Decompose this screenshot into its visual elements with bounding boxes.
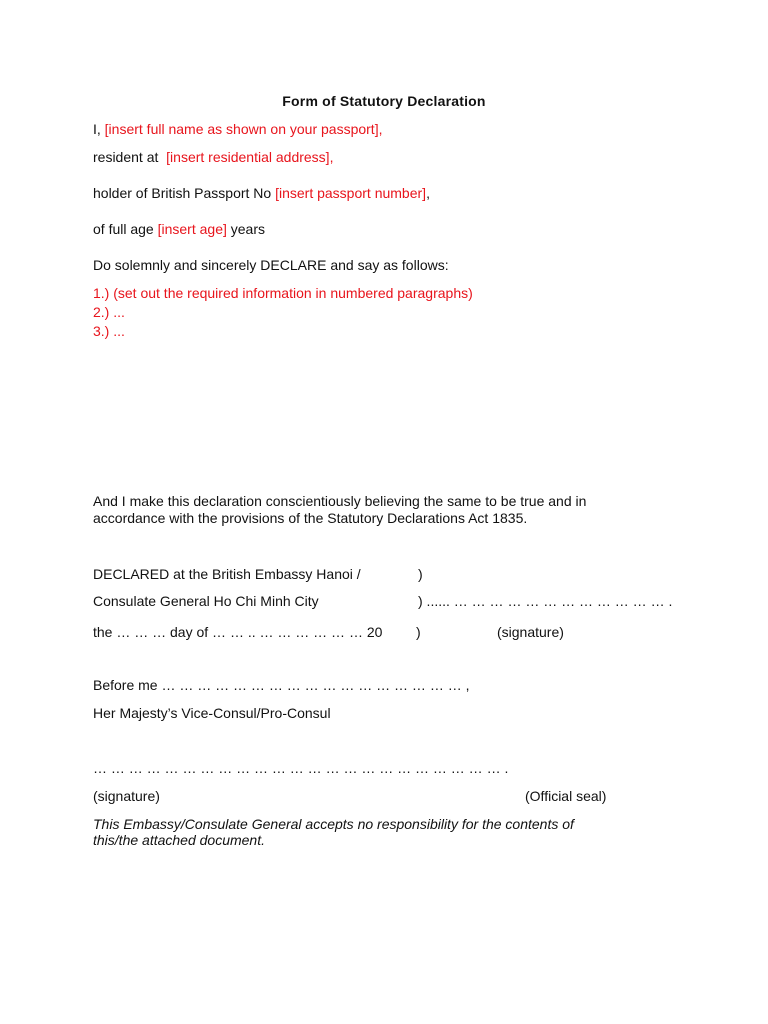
officer-signature-label: (signature) xyxy=(93,788,160,804)
officer-title: Her Majesty’s Vice-Consul/Pro-Consul xyxy=(93,705,331,721)
passport-line xyxy=(93,185,430,202)
address-line xyxy=(93,149,333,166)
conscience-text-line: And I make this declaration conscientiously believing the same to be true and in xyxy=(93,493,587,509)
address-placeholder: [insert residential address] xyxy=(166,149,330,165)
resident-prefix: resident at xyxy=(93,149,167,165)
declarant-signature-label: (signature) xyxy=(497,624,564,640)
date-bracket: ) xyxy=(416,624,421,640)
name-line xyxy=(93,121,382,138)
declared-at-line: DECLARED at the British Embassy Hanoi / xyxy=(93,566,361,582)
name-placeholder: [insert full name as shown on your passport] xyxy=(104,121,379,137)
address-suffix: , xyxy=(329,149,334,165)
age-line xyxy=(93,221,265,238)
page-title: Form of Statutory Declaration xyxy=(282,93,486,109)
paragraph-item: 3.) ... xyxy=(93,323,125,339)
date-line: the … … … day of … … .. … … … … … … 20 xyxy=(93,624,383,640)
paragraph-item: 1.) (set out the required information in numbered paragraphs) xyxy=(93,285,473,301)
consulate-line: Consulate General Ho Chi Minh City xyxy=(93,593,319,609)
passport-placeholder: [insert passport number] xyxy=(275,185,427,201)
age-placeholder: [insert age] xyxy=(157,221,227,237)
passport-prefix: holder of British Passport No xyxy=(93,185,276,201)
before-me-line: Before me … … … … … … … … … … … … … … … … … , xyxy=(93,677,470,693)
paragraph-item: 2.) ... xyxy=(93,304,125,320)
official-seal-label: (Official seal) xyxy=(525,788,607,804)
name-prefix: I, xyxy=(93,121,105,137)
disclaimer-line: this/the attached document. xyxy=(93,832,265,848)
conscience-text-line: accordance with the provisions of the Statutory Declarations Act 1835. xyxy=(93,510,528,526)
declare-intro: Do solemnly and sincerely DECLARE and say as follows: xyxy=(93,257,449,273)
declared-bracket: ) xyxy=(418,566,423,582)
declarant-signature-line: ) ...... … … … … … … … … … … … … . xyxy=(418,593,673,609)
passport-suffix: , xyxy=(426,185,430,201)
age-suffix: years xyxy=(226,221,265,237)
disclaimer-line: This Embassy/Consulate General accepts no responsibility for the contents of xyxy=(93,816,574,832)
age-prefix: of full age xyxy=(93,221,158,237)
officer-signature-line: … … … … … … … … … … … … … … … … … … … … … … … . xyxy=(93,760,509,776)
name-suffix: , xyxy=(378,121,383,137)
